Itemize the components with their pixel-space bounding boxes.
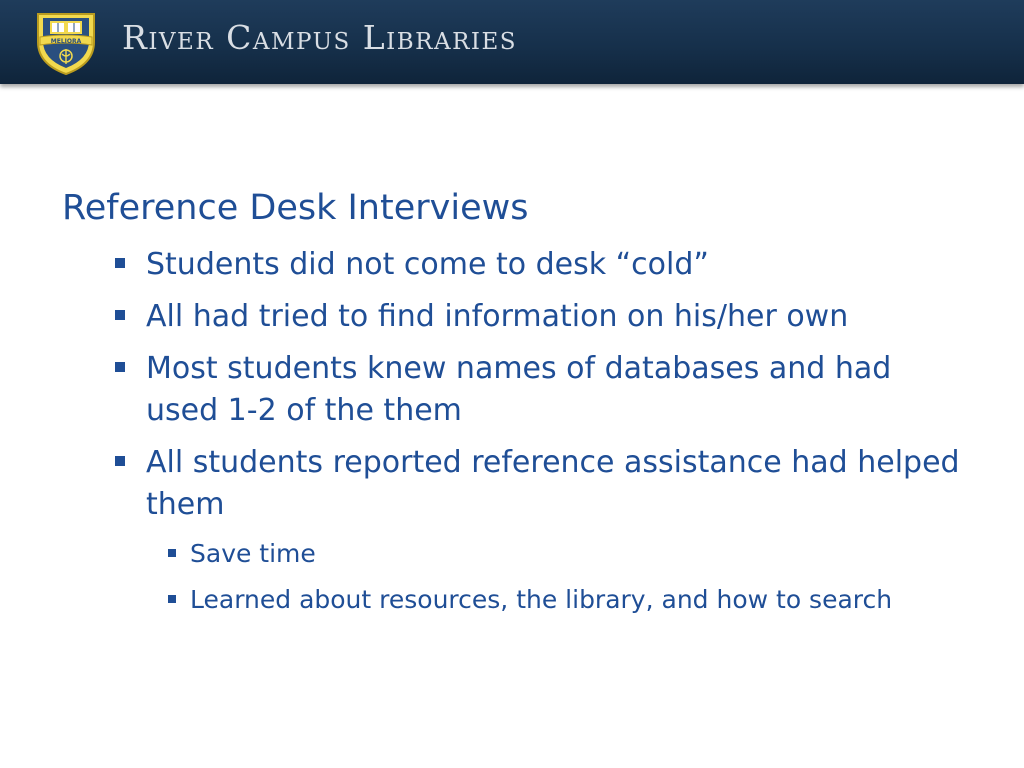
square-bullet-icon — [115, 456, 125, 466]
bullet-item — [146, 244, 972, 286]
library-brand-title: River Campus Libraries — [122, 18, 518, 57]
slide-heading: Reference Desk Interviews — [62, 188, 529, 228]
bullet-item — [146, 442, 972, 618]
seal-motto: MELIORA — [50, 38, 82, 45]
sub-bullet-list — [146, 536, 972, 618]
bullet-text: Students did not come to desk “cold” — [146, 247, 709, 282]
slide-content — [62, 182, 972, 618]
square-bullet-icon — [115, 258, 125, 268]
header-banner — [0, 0, 1024, 84]
bullet-text: Most students knew names of databases and had used 1-2 of the them — [146, 351, 892, 428]
square-bullet-icon — [168, 549, 176, 557]
square-bullet-icon — [115, 362, 125, 372]
square-bullet-icon — [168, 595, 176, 603]
sub-bullet-item — [190, 582, 972, 618]
bullet-item — [146, 296, 972, 338]
sub-bullet-text: Save time — [190, 539, 316, 568]
bullet-list — [62, 244, 972, 618]
square-bullet-icon — [115, 310, 125, 320]
bullet-text: All had tried to find information on his/her own — [146, 299, 849, 334]
university-seal-icon — [34, 8, 98, 76]
bullet-item — [146, 348, 972, 432]
sub-bullet-item — [190, 536, 972, 572]
bullet-text: All students reported reference assistance had helped them — [146, 445, 960, 522]
sub-bullet-text: Learned about resources, the library, and how to search — [190, 585, 893, 614]
